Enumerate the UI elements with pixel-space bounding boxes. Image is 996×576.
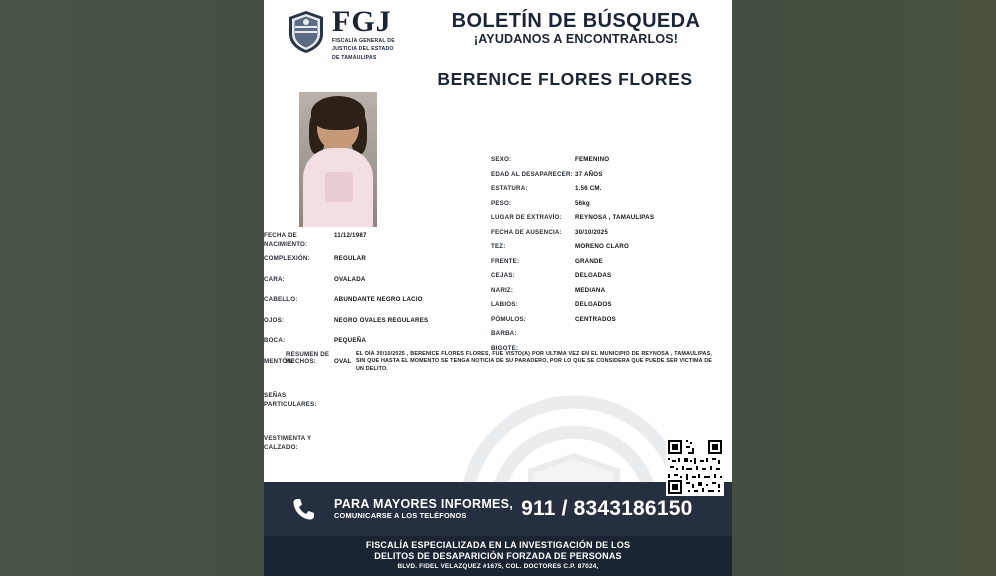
field-label: MENTÓN: [264,357,295,365]
bulletin-poster [264,0,732,576]
field-label: FRENTE: [491,257,520,265]
field-label: PESO: [491,199,512,207]
field-value: GRANDE [575,257,604,265]
qr-code [666,438,724,496]
field-value: 1.56 CM. [575,185,602,193]
field-row [264,276,469,285]
contact-line-1: PARA MAYORES INFORMES, [334,497,514,511]
fgj-crest-icon [286,10,326,54]
phone-icon [282,487,326,531]
field-row [264,296,469,305]
field-label: FECHA DE AUSENCIA: [491,228,562,236]
field-value: MORENO CLARO [575,243,629,251]
field-label: CABELLO: [264,296,298,304]
field-row [264,317,469,326]
poster-title-block [430,8,722,47]
field-value: 11/12/1987 [334,232,367,240]
field-row [491,229,717,238]
field-label: OJOS: [264,316,285,324]
right-field-list [491,96,717,353]
field-row [491,316,717,325]
field-value: 37 AÑOS [575,170,603,178]
field-row [491,345,717,354]
field-label: COMPLEXIÓN: [264,255,310,263]
field-row [491,287,717,296]
summary-text: EL DÍA 30/10/2025 , BERENICE FLORES FLORES, FUE VISTO(A) POR ULTIMA VEZ EN EL MUNICIPIO DE REYNOSA , TAMAULIPAS, SIN QUE HASTA EL MOMENTO SE TENGA NOTICIA DE SU PARADERO, POR LO QUE SE CONSIDERA QUE PUEDE SER VICTIMA DE UN DELITO. [356,351,712,372]
field-label: CEJAS: [491,272,515,280]
field-value: MEDIANA [575,286,606,294]
agency-address: BLVD. FIDEL VELAZQUEZ #1675, COL. DOCTORES C.P. 87024, [397,563,599,570]
field-label: SEÑAS PARTICULARES: [264,392,317,408]
field-label: PÓMULOS: [491,315,526,323]
field-row [491,272,717,281]
field-label: VESTIMENTA Y CALZADO: [264,435,312,451]
contact-bar [264,482,732,536]
page-subtitle: ¡AYUDANOS A ENCONTRARLOS! [473,32,679,46]
field-value: DELGADOS [575,301,612,309]
field-label: LABIOS: [491,301,518,309]
field-label: CARA: [264,275,285,283]
poster-footer [264,482,732,576]
org-acronym: FGJ [332,5,392,38]
field-value: ABUNDANTE NEGRO LACIO [334,296,423,304]
field-label: LUGAR DE EXTRAVÍO: [491,214,562,222]
field-label: ESTATURA: [491,185,528,193]
field-row [264,358,469,367]
field-value: OVAL [334,357,352,365]
left-field-list [264,232,469,458]
person-name: BERENICE FLORES FLORES [437,69,693,90]
poster-header [264,0,732,61]
field-row [491,185,717,194]
field-label: EDAD AL DESAPARECER: [491,170,573,178]
org-name-line-2: JUSTICIA DEL ESTADO [332,46,394,53]
field-label: BARBA: [491,330,517,338]
person-photo [299,92,377,227]
field-label: BOCA: [264,337,286,345]
field-row [491,171,717,180]
field-value: REYNOSA , TAMAULIPAS [575,214,655,222]
field-row [491,330,717,339]
field-row [491,243,717,252]
field-label: NARIZ: [491,286,514,294]
field-row [264,232,469,249]
org-name-line-3: DE TAMAULIPAS [332,54,377,61]
field-value: 30/10/2025 [575,228,608,236]
contact-texts [334,497,513,521]
field-row [491,156,717,165]
field-row [264,392,469,409]
field-value: NEGRO OVALES REGULARES [334,316,429,324]
field-value: OVALADA [334,275,366,283]
field-label: BIGOTE: [491,344,519,352]
agency-line-1: FISCALÍA ESPECIALIZADA EN LA INVESTIGACIÓN DE LOS [365,540,631,550]
field-row [264,255,469,264]
field-row [264,337,469,346]
field-row [491,258,717,267]
field-row [491,214,717,223]
org-identity [332,5,424,61]
summary-label: RESUMEN DE HECHOS: [286,351,330,366]
field-value: PEQUEÑA [334,337,366,345]
page-title: BOLETÍN DE BÚSQUEDA [451,10,701,32]
field-label: TEZ: [491,243,506,251]
field-value: 56kg [575,199,590,207]
phone-numbers: 911 / 8343186150 [521,497,693,520]
contact-line-2: COMUNICARSE A LOS TELÉFONOS [334,511,467,520]
field-value: DELGADAS [575,272,612,280]
field-label: FECHA DE NACIMIENTO: [264,232,308,248]
org-name-line-1: FISCALÍA GENERAL DE [332,38,395,44]
field-value: CENTRADOS [575,315,616,323]
field-row [491,200,717,209]
field-row [491,301,717,310]
agency-strip [264,536,732,576]
field-label: SEXO: [491,156,512,164]
field-value: FEMENINO [575,156,610,164]
field-value: REGULAR [334,255,366,263]
field-row [264,435,469,452]
agency-line-2: DELITOS DE DESAPARICIÓN FORZADA DE PERSONAS [374,551,622,561]
